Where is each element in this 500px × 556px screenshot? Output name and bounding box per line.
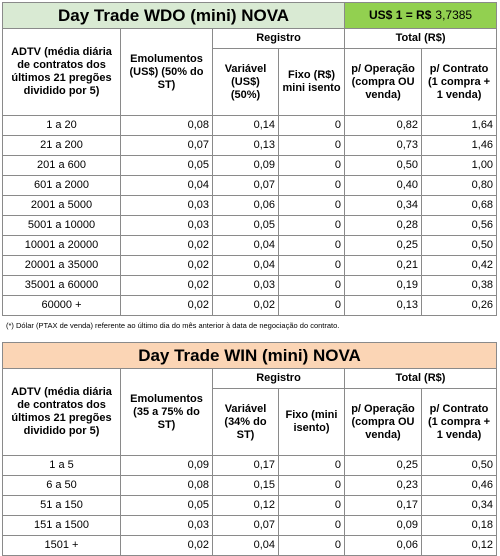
variavel-value: 0,14 [213,116,279,136]
adtv-range: 20001 a 35000 [3,256,121,276]
table-row [3,196,497,216]
adtv-range: 201 a 600 [3,156,121,176]
por-operacao-value: 0,21 [345,256,422,276]
por-contrato-header: p/ Contrato (1 compra + 1 venda) [422,49,497,116]
emolumentos-value: 0,05 [121,156,213,176]
fixo-value: 0 [279,276,345,296]
footnote: (*) Dólar (PTAX de venda) referente ao último dia do mês anterior à data de negociação do contrato. [6,321,340,330]
por-contrato-value: 1,64 [422,116,497,136]
variavel-header: Variável (34% do ST) [213,389,279,456]
por-operacao-value: 0,13 [345,296,422,316]
emolumentos-value: 0,05 [121,496,213,516]
variavel-value: 0,04 [213,256,279,276]
wdo-table [2,2,497,316]
fixo-value: 0 [279,196,345,216]
adtv-range: 1 a 20 [3,116,121,136]
total-header: Total (R$) [345,369,497,389]
por-contrato-value: 0,80 [422,176,497,196]
table-row [3,536,497,556]
por-contrato-value: 0,46 [422,476,497,496]
emolumentos-value: 0,03 [121,516,213,536]
emolumentos-header: Emolumentos (US$) (50% do ST) [121,29,213,116]
win-table [2,342,497,556]
por-operacao-value: 0,19 [345,276,422,296]
por-contrato-value: 0,18 [422,516,497,536]
variavel-value: 0,03 [213,276,279,296]
fixo-header: Fixo (R$) mini isento [279,49,345,116]
table-row [3,296,497,316]
por-operacao-value: 0,25 [345,236,422,256]
registro-header: Registro [213,29,345,49]
fixo-value: 0 [279,236,345,256]
fixo-value: 0 [279,136,345,156]
por-contrato-header: p/ Contrato (1 compra + 1 venda) [422,389,497,456]
variavel-value: 0,07 [213,516,279,536]
por-contrato-value: 0,50 [422,456,497,476]
adtv-range: 5001 a 10000 [3,216,121,236]
variavel-value: 0,15 [213,476,279,496]
adtv-range: 1 a 5 [3,456,121,476]
por-contrato-value: 0,42 [422,256,497,276]
por-operacao-value: 0,28 [345,216,422,236]
emolumentos-value: 0,03 [121,196,213,216]
emolumentos-value: 0,04 [121,176,213,196]
fixo-value: 0 [279,456,345,476]
fixo-value: 0 [279,216,345,236]
por-contrato-value: 0,12 [422,536,497,556]
adtv-range: 1501 + [3,536,121,556]
emolumentos-value: 0,03 [121,216,213,236]
table-row [3,276,497,296]
por-operacao-value: 0,25 [345,456,422,476]
variavel-value: 0,05 [213,216,279,236]
total-header: Total (R$) [345,29,497,49]
table-row [3,176,497,196]
table-row [3,216,497,236]
win-rows [3,456,497,556]
table-row [3,116,497,136]
fixo-value: 0 [279,156,345,176]
variavel-value: 0,02 [213,296,279,316]
por-operacao-value: 0,17 [345,496,422,516]
adtv-header: ADTV (média diária de contratos dos últimos 21 pregões dividido por 5) [3,29,121,116]
fixo-value: 0 [279,476,345,496]
adtv-range: 2001 a 5000 [3,196,121,216]
emolumentos-value: 0,02 [121,276,213,296]
win-title: Day Trade WIN (mini) NOVA [3,343,497,369]
fixo-value: 0 [279,296,345,316]
table-row [3,496,497,516]
por-operacao-header: p/ Operação (compra OU venda) [345,49,422,116]
por-contrato-value: 0,50 [422,236,497,256]
variavel-value: 0,17 [213,456,279,476]
exchange-rate [345,3,497,29]
fixo-header: Fixo (mini isento) [279,389,345,456]
por-contrato-value: 0,56 [422,216,497,236]
emolumentos-value: 0,02 [121,296,213,316]
por-operacao-value: 0,40 [345,176,422,196]
por-contrato-value: 0,38 [422,276,497,296]
table-row [3,256,497,276]
fixo-value: 0 [279,256,345,276]
adtv-range: 6 a 50 [3,476,121,496]
por-operacao-value: 0,23 [345,476,422,496]
variavel-value: 0,13 [213,136,279,156]
wdo-title: Day Trade WDO (mini) NOVA [3,3,345,29]
variavel-value: 0,04 [213,536,279,556]
wdo-rows [3,116,497,316]
adtv-range: 35001 a 60000 [3,276,121,296]
por-contrato-value: 0,68 [422,196,497,216]
emolumentos-value: 0,02 [121,236,213,256]
table-row [3,516,497,536]
table-row [3,236,497,256]
adtv-range: 151 a 1500 [3,516,121,536]
emolumentos-value: 0,08 [121,476,213,496]
table-row [3,476,497,496]
por-contrato-value: 1,00 [422,156,497,176]
por-operacao-header: p/ Operação (compra OU venda) [345,389,422,456]
fixo-value: 0 [279,176,345,196]
emolumentos-value: 0,08 [121,116,213,136]
por-operacao-value: 0,09 [345,516,422,536]
fixo-value: 0 [279,496,345,516]
por-contrato-value: 1,46 [422,136,497,156]
fixo-value: 0 [279,536,345,556]
variavel-header: Variável (US$) (50%) [213,49,279,116]
emolumentos-value: 0,02 [121,256,213,276]
adtv-range: 601 a 2000 [3,176,121,196]
fixo-value: 0 [279,116,345,136]
emolumentos-value: 0,02 [121,536,213,556]
exchange-rate-label: US$ 1 = R$ [369,8,432,22]
table-row [3,136,497,156]
exchange-rate-value: 3,7385 [435,8,473,22]
table-row [3,156,497,176]
por-operacao-value: 0,50 [345,156,422,176]
registro-header: Registro [213,369,345,389]
adtv-range: 60000 + [3,296,121,316]
por-contrato-value: 0,26 [422,296,497,316]
variavel-value: 0,07 [213,176,279,196]
adtv-range: 10001 a 20000 [3,236,121,256]
fixo-value: 0 [279,516,345,536]
adtv-range: 21 a 200 [3,136,121,156]
por-contrato-value: 0,34 [422,496,497,516]
por-operacao-value: 0,82 [345,116,422,136]
variavel-value: 0,09 [213,156,279,176]
emolumentos-value: 0,07 [121,136,213,156]
variavel-value: 0,06 [213,196,279,216]
emolumentos-header: Emolumentos (35 a 75% do ST) [121,369,213,456]
por-operacao-value: 0,06 [345,536,422,556]
variavel-value: 0,12 [213,496,279,516]
variavel-value: 0,04 [213,236,279,256]
adtv-header: ADTV (média diária de contratos dos últimos 21 pregões dividido por 5) [3,369,121,456]
emolumentos-value: 0,09 [121,456,213,476]
table-row [3,456,497,476]
por-operacao-value: 0,73 [345,136,422,156]
por-operacao-value: 0,34 [345,196,422,216]
adtv-range: 51 a 150 [3,496,121,516]
